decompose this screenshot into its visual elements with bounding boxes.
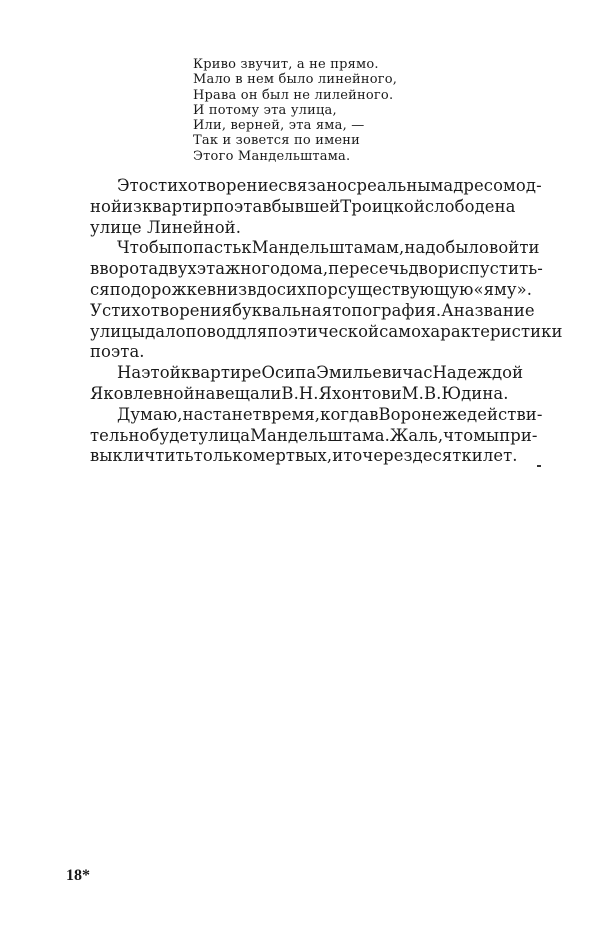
word: мертвых,: [252, 446, 333, 466]
word: название: [453, 300, 535, 320]
word: будет: [149, 425, 199, 445]
word: реальным: [356, 176, 444, 195]
text-line: улице Линейной.: [90, 217, 242, 237]
word: существующую: [337, 279, 474, 299]
word: Н.: [298, 383, 319, 403]
word: то: [343, 446, 363, 466]
word: с: [423, 363, 433, 383]
word: было: [445, 238, 489, 258]
word: поэта: [213, 196, 263, 216]
word: к: [241, 238, 252, 258]
poem-line: Криво звучит, а не прямо.: [193, 57, 379, 72]
poem-line: Этого Мандельштама.: [193, 148, 351, 164]
text-line: [63, 405, 551, 426]
word: дорожке: [130, 279, 207, 299]
word: десятки: [412, 446, 483, 466]
text-line: [63, 259, 551, 280]
poem-line: И потому эта улица,: [193, 102, 337, 118]
word: буквальная: [232, 300, 333, 320]
word: пор: [306, 279, 338, 299]
word: мы: [473, 425, 500, 445]
text-line: [63, 197, 551, 218]
text-line: [63, 238, 551, 259]
word: из: [122, 196, 143, 216]
word: М.: [401, 383, 424, 403]
word: дало: [145, 321, 186, 341]
word: ной: [90, 196, 123, 216]
text-line: [63, 321, 563, 343]
word: лет.: [482, 446, 518, 466]
word: стихотворения: [101, 300, 233, 320]
word: когда: [320, 404, 370, 424]
word: при-: [499, 425, 538, 445]
word: Надеждой: [432, 363, 524, 383]
word: чтить: [144, 446, 194, 466]
word: и: [332, 446, 344, 466]
word: ворота: [99, 259, 159, 279]
word: адресом: [443, 176, 516, 195]
paragraph-visitors: [63, 363, 551, 405]
word: пересечь: [328, 259, 409, 279]
word: Осипа: [261, 363, 317, 383]
text-line: [63, 426, 551, 447]
word: Думаю,: [117, 404, 183, 424]
word: ся: [90, 279, 110, 299]
word: и: [390, 383, 402, 403]
poem-line: Или, верней, эта яма, —: [193, 118, 365, 134]
word: вниз: [206, 279, 248, 299]
word: квартир: [142, 196, 214, 216]
word: и: [448, 259, 460, 279]
text-line: [63, 301, 551, 322]
word: в: [369, 404, 379, 424]
word: Юдина.: [441, 383, 509, 403]
word: повод: [185, 321, 237, 341]
word: через: [362, 446, 413, 466]
word: войти: [489, 238, 540, 258]
body-text: [63, 176, 563, 467]
word: выкли: [90, 446, 145, 466]
word: од-: [515, 176, 542, 195]
print-speck: [537, 465, 541, 467]
word: надо: [404, 238, 446, 258]
word: слободе: [424, 196, 495, 216]
word: с: [347, 176, 357, 195]
word: поэтической: [267, 321, 380, 341]
word: сих: [276, 279, 307, 299]
word: В.: [423, 383, 442, 403]
word: время,: [261, 404, 321, 424]
word: только: [193, 446, 253, 466]
word: «яму».: [473, 279, 533, 299]
word: Чтобы: [117, 238, 173, 258]
word: Мандельштамам,: [251, 238, 405, 258]
word: А: [441, 300, 454, 320]
word: что: [443, 425, 474, 445]
word: Это: [117, 176, 149, 195]
paragraph-directions: [63, 238, 563, 363]
paragraph-street: [63, 405, 551, 467]
word: на: [494, 196, 516, 216]
word: в: [90, 259, 100, 279]
word: В.: [281, 383, 299, 403]
text-line: [63, 384, 551, 405]
text-line: [63, 176, 551, 197]
word: Мандельштама.: [250, 425, 390, 445]
text-line: [63, 363, 551, 384]
word: навещали: [194, 383, 282, 403]
poem-epigraph: [193, 57, 397, 164]
word: Яхонтов: [318, 383, 391, 403]
word: до: [256, 279, 277, 299]
word: тельно: [90, 425, 150, 445]
text-line: поэта.: [90, 342, 145, 362]
word: Троицкой: [340, 196, 425, 216]
word: Эмильевича: [316, 363, 424, 383]
word: дома,: [280, 259, 329, 279]
word: бывшей: [271, 196, 341, 216]
word: стихотворение: [148, 176, 279, 195]
word: У: [90, 300, 102, 320]
word: топография.: [332, 300, 442, 320]
word: попасть: [172, 238, 242, 258]
word: самохарактеристики: [379, 321, 563, 341]
word: Воронеже: [378, 404, 468, 424]
poem-line: Мало в нем было линейного,: [193, 72, 398, 88]
word: двор: [408, 259, 449, 279]
poem-line: Так и зовется по имени: [193, 133, 361, 149]
word: квартире: [180, 363, 262, 383]
word: в: [247, 279, 257, 299]
word: улицы: [90, 321, 146, 341]
word: этой: [141, 363, 181, 383]
word: двухэтажного: [158, 259, 280, 279]
word: связано: [278, 176, 348, 195]
word: спустить-: [459, 259, 543, 279]
word: улица: [198, 425, 251, 445]
word: Жаль,: [389, 425, 444, 445]
paragraph-address: [63, 176, 551, 238]
word: Яковлевной: [90, 383, 195, 403]
word: для: [236, 321, 268, 341]
word: действи-: [467, 404, 543, 424]
word: На: [117, 363, 142, 383]
poem-line: Нрава он был не лилейного.: [193, 87, 394, 103]
word: в: [262, 196, 272, 216]
page-number: 18*: [66, 867, 90, 884]
text-line: [63, 446, 551, 467]
word: настанет: [182, 404, 262, 424]
text-line: [63, 280, 551, 301]
word: по: [109, 279, 131, 299]
